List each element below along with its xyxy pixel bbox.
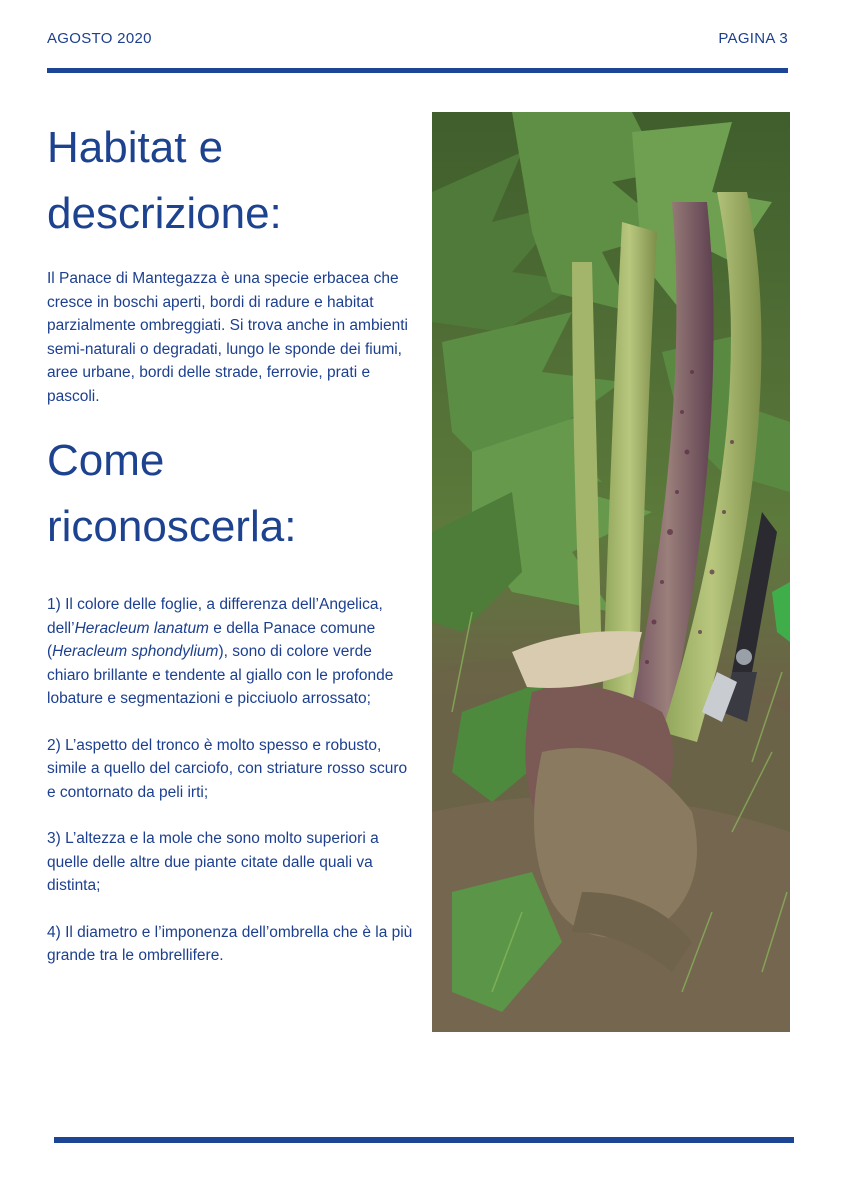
section-title-recognize-line1: Come bbox=[47, 436, 165, 485]
section-title-habitat-line2: descrizione: bbox=[47, 189, 282, 238]
section-title-habitat-line1: Habitat e bbox=[47, 123, 224, 172]
list-item-1 bbox=[47, 593, 417, 711]
plant-photo bbox=[432, 112, 790, 1032]
section-title-recognize-line2: riconoscerla: bbox=[47, 502, 297, 551]
list-item-1-italic-a: Heracleum lanatum bbox=[74, 619, 209, 637]
list-item-1-italic-b: Heracleum sphondylium bbox=[52, 643, 219, 660]
list-item-1-text-c: ), sono di colore verde chiaro brillante e tendente al giallo con le profonde lobature e segmentazioni e picciuolo arrossato; bbox=[47, 643, 394, 707]
list-item-3: 3) L’altezza e la mole che sono molto superiori a quelle delle altre due piante citate dalle quali va distinta; bbox=[47, 830, 379, 894]
list-item-1-text-a: 1) Il colore delle foglie, a differenza dell’Angelica, dell’ bbox=[47, 596, 383, 637]
header-date: AGOSTO 2020 bbox=[47, 30, 152, 47]
section-title-recognize bbox=[47, 428, 417, 560]
list-item-2: 2) L’aspetto del tronco è molto spesso e robusto, simile a quello del carciofo, con striature rosso scuro e contornato da peli irti; bbox=[47, 736, 408, 801]
section-title-habitat bbox=[47, 115, 417, 247]
text-column bbox=[47, 115, 417, 968]
list-item-1-text-b: e della Panace comune ( bbox=[47, 619, 376, 660]
bottom-divider bbox=[54, 1137, 794, 1143]
header-page-number: PAGINA 3 bbox=[718, 30, 788, 47]
top-divider bbox=[47, 68, 788, 73]
list-item-4: 4) Il diametro e l’imponenza dell’ombrella che è la più grande tra le ombrellifere. bbox=[47, 923, 413, 964]
habitat-paragraph: Il Panace di Mantegazza è una specie erbacea che cresce in boschi aperti, bordi di radure e habitat parzialmente ombreggiati. Si trova anche in ambienti semi-naturali o degradati, lungo le sponde dei fiumi, aree urbane, bordi delle strade, ferrovie, prati e pascoli. bbox=[47, 270, 408, 405]
